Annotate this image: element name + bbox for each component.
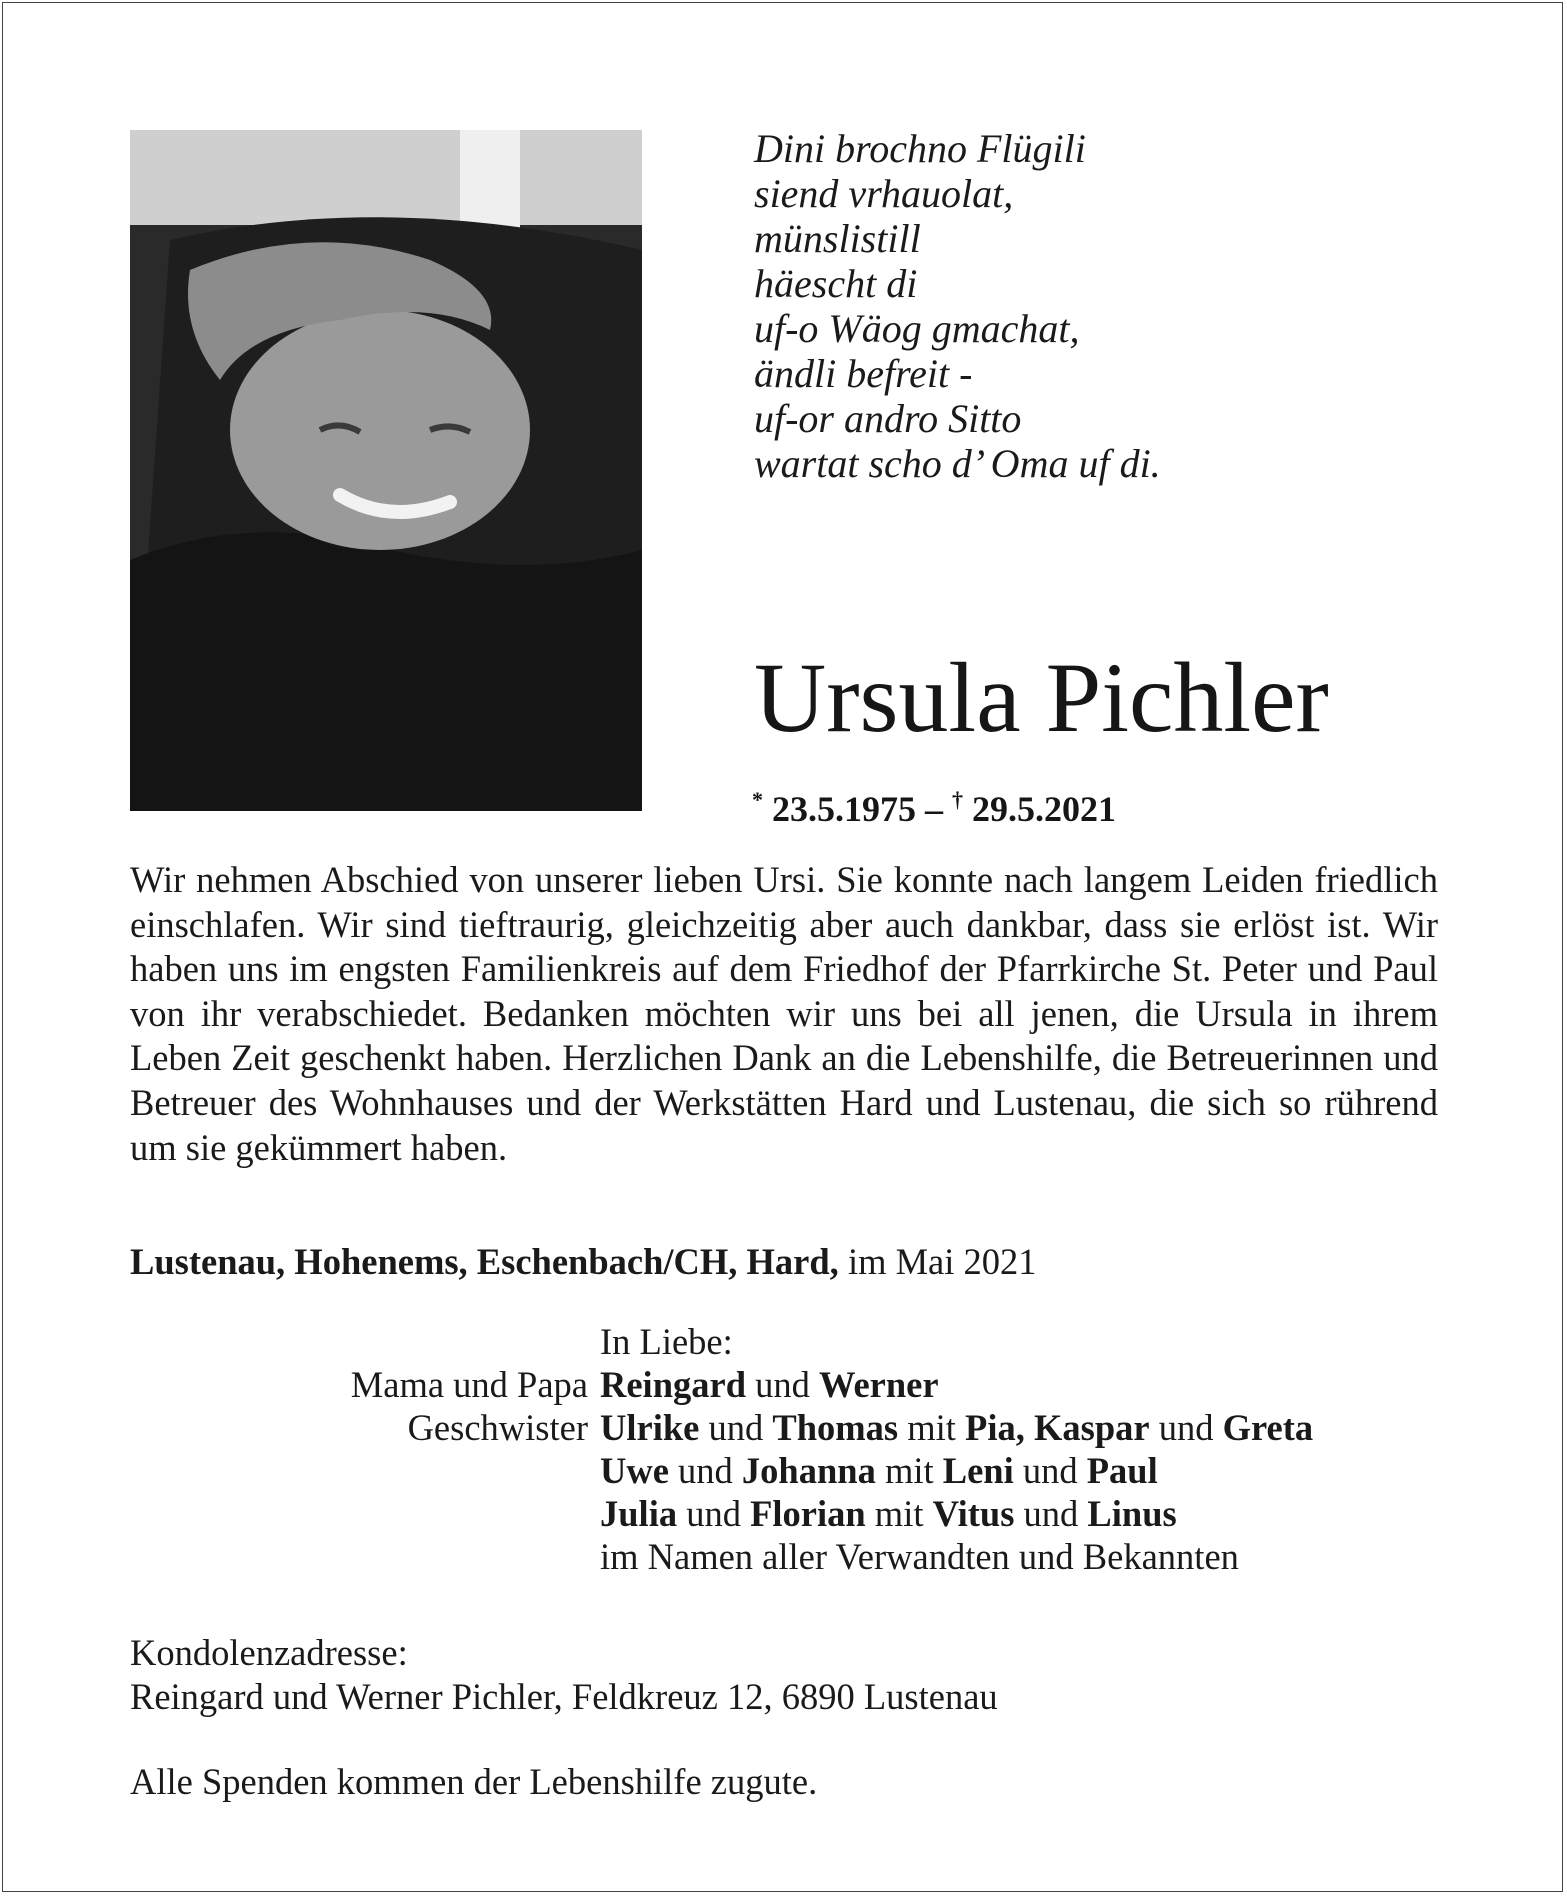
family-name: Julia (600, 1493, 678, 1534)
poem-line: wartat scho d’ Oma uf di. (754, 441, 1161, 486)
family-name: Thomas (772, 1407, 899, 1448)
family-name: Leni (942, 1450, 1014, 1491)
poem (754, 126, 1161, 486)
family-row-siblings: Uwe und Johanna mit Leni und Paul (600, 1450, 1158, 1491)
family-name: Paul (1086, 1450, 1158, 1491)
family-name: Florian (750, 1493, 866, 1534)
condolence-label: Kondolenzadresse: (130, 1632, 408, 1673)
donations-note: Alle Spenden kommen der Lebenshilfe zugute. (130, 1761, 818, 1802)
family-name: Greta (1222, 1407, 1314, 1448)
life-dates (752, 778, 1116, 831)
death-symbol: † (952, 787, 963, 812)
family-closing: im Namen aller Verwandten und Bekannten (600, 1536, 1239, 1577)
portrait-photo (130, 130, 642, 811)
family-role: Mama und Papa (350, 1364, 588, 1405)
places-towns: Lustenau, Hohenems, Eschenbach/CH, Hard, (130, 1241, 839, 1282)
family-name: Werner (819, 1364, 939, 1405)
obituary-text: Wir nehmen Abschied von unserer lieben Ursi. Sie konnte nach langem Leiden friedlich einschlafen. Wir sind tieftraurig, gleichzeitig aber auch dankbar, dass sie erlöst ist. Wir haben uns im engsten Familienkreis auf dem Friedhof der Pfarrkirche St. Peter und Paul von ihr verabschiedet. Bedanken möchten wir uns bei all jenen, die Ursula in ihrem Leben Zeit geschenkt haben. Herzlichen Dank an die Lebenshilfe, die Betreuerinnen und Betreuer des Wohnhauses und der Werkstätten Hard und Lustenau, die sich so rührend um sie gekümmert haben. (130, 859, 1438, 1168)
family-role: Geschwister (407, 1407, 588, 1448)
poem-line: uf-o Wäog gmachat, (754, 306, 1080, 351)
family-name: Reingard (600, 1364, 746, 1405)
poem-line: münslistill (754, 216, 921, 261)
poem-line: uf-or andro Sitto (754, 396, 1022, 441)
family-name: Pia, Kaspar (965, 1407, 1150, 1448)
family-row-siblings: Geschwister Ulrike und Thomas mit Pia, Kaspar und Greta (130, 1406, 1450, 1449)
family-row-siblings: Julia und Florian mit Vitus und Linus (600, 1493, 1177, 1534)
condolence-address-line: Reingard und Werner Pichler, Feldkreuz 12, 6890 Lustenau (130, 1676, 998, 1717)
poem-line: Dini brochno Flügili (754, 126, 1086, 171)
family-intro-row (130, 1320, 1450, 1363)
family-name: Ulrike (600, 1407, 700, 1448)
family-row-parents: Mama und Papa Reingard und Werner (130, 1363, 1450, 1406)
family-intro: In Liebe: (600, 1321, 733, 1362)
poem-line: häescht di (754, 261, 918, 306)
family-name: Uwe (600, 1450, 669, 1491)
family-name: Vitus (932, 1493, 1015, 1534)
family-name: Linus (1087, 1493, 1177, 1534)
birth-symbol: * (752, 787, 763, 812)
places-line (130, 1240, 1037, 1284)
deceased-name: Ursula Pichler (754, 642, 1329, 753)
birth-date: 23.5.1975 (772, 789, 916, 829)
poem-line: siend vrhauolat, (754, 171, 1014, 216)
poem-line: ändli befreit - (754, 351, 973, 396)
places-date: im Mai 2021 (838, 1241, 1037, 1282)
portrait-illustration (130, 130, 642, 811)
death-date: 29.5.2021 (972, 789, 1116, 829)
family-closing-row (130, 1535, 1450, 1578)
condolence-address (130, 1631, 998, 1719)
family-name: Johanna (741, 1450, 876, 1491)
family-list (130, 1320, 1450, 1578)
date-separator: – (916, 789, 952, 829)
